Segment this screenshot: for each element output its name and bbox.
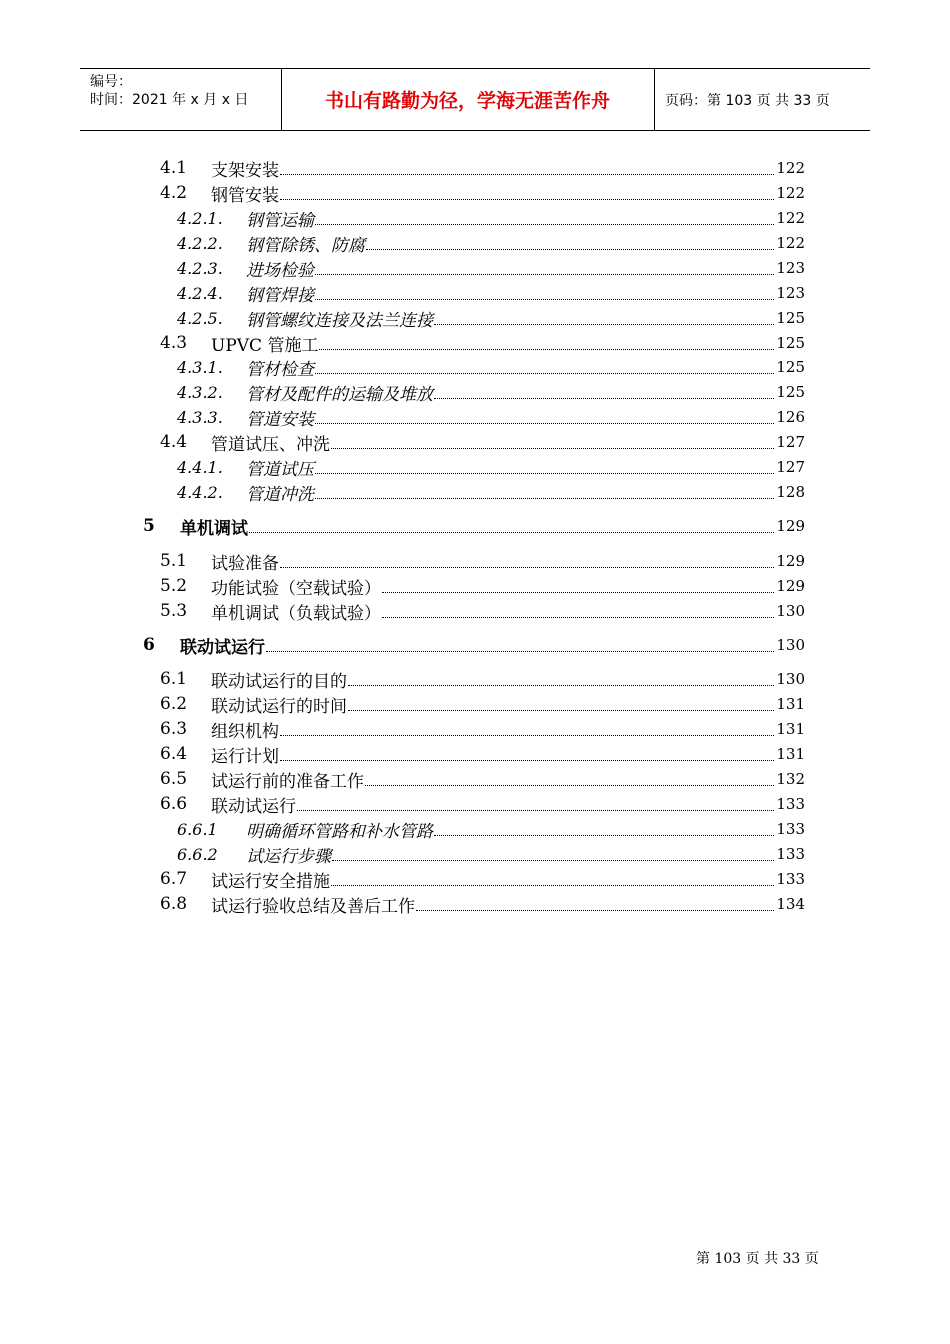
toc-leader-dots: [315, 222, 774, 225]
toc-entry-number: 6.4: [160, 744, 188, 764]
toc-leader-dots: [434, 322, 774, 325]
toc-leader-dots: [382, 590, 774, 593]
toc-entry-page: 123: [776, 259, 805, 277]
toc-leader-dots: [315, 371, 774, 374]
toc-leader-dots: [331, 883, 774, 886]
toc-entry[interactable]: [0, 455, 950, 479]
toc-entry-title: 管材及配件的运输及堆放: [246, 384, 433, 405]
toc-entry[interactable]: [0, 767, 950, 791]
toc-leader-dots: [331, 446, 774, 449]
toc-entry-page: 129: [776, 552, 805, 570]
toc-entry-number: 6.7: [160, 869, 188, 889]
toc-entry-page: 133: [776, 845, 805, 863]
toc-entry-title: 进场检验: [246, 260, 314, 281]
toc-entry-title: 组织机构: [211, 721, 279, 742]
toc-entry-title: 钢管焊接: [246, 285, 314, 306]
toc-entry[interactable]: [0, 742, 950, 766]
toc-leader-dots: [297, 808, 774, 811]
toc-entry-title: 试运行验收总结及善后工作: [211, 896, 415, 917]
toc-leader-dots: [434, 396, 774, 399]
toc-entry-number: 4.3.2.: [177, 382, 223, 402]
toc-entry[interactable]: [0, 231, 950, 255]
toc-entry-page: 133: [776, 795, 805, 813]
toc-entry-number: 4.4.2.: [177, 482, 223, 502]
page-footer: 第 103 页 共 33 页: [696, 1251, 819, 1267]
toc-entry-title: 钢管螺纹连接及法兰连接: [246, 310, 433, 331]
header-info-cell: [80, 69, 282, 130]
toc-entry[interactable]: [0, 281, 950, 305]
toc-entry-page: 125: [776, 383, 805, 401]
toc-entry-title: 钢管安装: [211, 185, 279, 206]
header-motto-cell: [281, 69, 655, 130]
toc-entry-page: 128: [776, 483, 805, 501]
toc-leader-dots: [332, 858, 774, 861]
toc-entry-title: 联动试运行: [211, 796, 296, 817]
toc-entry-number: 6.5: [160, 769, 188, 789]
toc-leader-dots: [280, 565, 774, 568]
toc-entry-number: 4.3.3.: [177, 407, 223, 427]
toc-entry[interactable]: [0, 206, 950, 230]
toc-entry-page: 122: [776, 234, 805, 252]
toc-entry-page: 129: [776, 517, 805, 535]
toc-entry[interactable]: [0, 331, 950, 355]
toc-entry-page: 125: [776, 358, 805, 376]
toc-entry-number: 5.3: [160, 601, 188, 621]
toc-entry[interactable]: [0, 717, 950, 741]
toc-entry[interactable]: [0, 480, 950, 504]
toc-entry-page: 127: [776, 433, 805, 451]
toc-entry-title: 试验准备: [211, 553, 279, 574]
toc-entry-page: 122: [776, 159, 805, 177]
toc-entry-page: 131: [776, 720, 805, 738]
toc-leader-dots: [249, 530, 774, 533]
toc-entry[interactable]: [0, 892, 950, 916]
toc-entry-title: 管道试压、冲洗: [211, 434, 330, 455]
toc-entry-number: 6.6: [160, 794, 188, 814]
toc-entry-page: 123: [776, 284, 805, 302]
toc-entry-page: 134: [776, 895, 805, 913]
toc-entry-number: 4.1: [160, 158, 188, 178]
toc-entry-page: 125: [776, 334, 805, 352]
toc-entry[interactable]: [0, 867, 950, 891]
toc-entry-title: 运行计划: [211, 746, 279, 767]
toc-entry-page: 132: [776, 770, 805, 788]
toc-leader-dots: [266, 649, 774, 652]
toc-entry-number: 4.2.3.: [177, 258, 223, 278]
toc-leader-dots: [280, 758, 774, 761]
toc-entry-number: 4.2.1.: [177, 208, 223, 228]
toc-entry[interactable]: [0, 256, 950, 280]
toc-entry-title: 钢管除锈、防腐: [246, 235, 365, 256]
toc-entry[interactable]: [0, 380, 950, 404]
toc-entry-page: 130: [776, 670, 805, 688]
toc-leader-dots: [434, 833, 774, 836]
toc-entry[interactable]: [0, 692, 950, 716]
toc-entry-page: 127: [776, 458, 805, 476]
toc-entry[interactable]: [0, 792, 950, 816]
toc-entry-page: 130: [776, 602, 805, 620]
toc-entry-title: 管道试压: [246, 459, 314, 480]
toc-entry-title: 明确循环管路和补水管路: [246, 821, 433, 842]
toc-entry-title: 试运行步骤: [246, 846, 331, 867]
toc-entry[interactable]: [0, 842, 950, 866]
toc-leader-dots: [365, 783, 774, 786]
toc-entry[interactable]: [0, 181, 950, 205]
toc-entry-number: 5: [143, 516, 155, 536]
toc-leader-dots: [315, 297, 774, 300]
toc-leader-dots: [280, 197, 774, 200]
toc-entry[interactable]: [0, 430, 950, 454]
toc-entry-number: 5.2: [160, 576, 188, 596]
toc-entry[interactable]: [0, 156, 950, 180]
toc-entry-title: 管道冲洗: [246, 484, 314, 505]
toc-entry-number: 6.6.1: [177, 819, 218, 839]
toc-entry[interactable]: [0, 633, 950, 657]
toc-entry[interactable]: [0, 355, 950, 379]
toc-entry-number: 6: [143, 635, 155, 655]
toc-entry-page: 126: [776, 408, 805, 426]
toc-entry-number: 4.2: [160, 183, 188, 203]
toc-entry-page: 131: [776, 695, 805, 713]
toc-entry[interactable]: [0, 549, 950, 573]
toc-leader-dots: [348, 708, 774, 711]
page-header: [80, 68, 870, 131]
toc-entry-title: 管材检查: [246, 359, 314, 380]
toc-leader-dots: [348, 683, 774, 686]
toc-entry[interactable]: [0, 599, 950, 623]
toc-entry-page: 131: [776, 745, 805, 763]
toc-entry-title: 管道安装: [246, 409, 314, 430]
document-number-label: 编号：: [90, 74, 132, 90]
toc-leader-dots: [382, 615, 774, 618]
toc-entry[interactable]: [0, 574, 950, 598]
toc-entry-number: 6.6.2: [177, 844, 218, 864]
toc-entry-number: 4.3.1.: [177, 357, 223, 377]
toc-entry[interactable]: [0, 405, 950, 429]
toc-entry[interactable]: [0, 306, 950, 330]
toc-entry-title: 联动试运行的时间: [211, 696, 347, 717]
toc-entry-number: 4.2.4.: [177, 283, 223, 303]
toc-leader-dots: [280, 733, 774, 736]
toc-leader-dots: [280, 172, 774, 175]
document-time-label: 时间：2021 年 x 月 x 日: [90, 92, 249, 108]
toc-leader-dots: [315, 421, 774, 424]
toc-entry[interactable]: [0, 514, 950, 538]
toc-leader-dots: [366, 247, 774, 250]
toc-entry-title: 单机调试（负载试验）: [211, 603, 381, 624]
toc-entry-page: 122: [776, 209, 805, 227]
toc-entry-number: 4.4.1.: [177, 457, 223, 477]
toc-entry-title: 联动试运行: [180, 637, 265, 658]
toc-entry-number: 6.1: [160, 669, 188, 689]
toc-entry-number: 4.4: [160, 432, 188, 452]
toc-entry-title: 试运行安全措施: [211, 871, 330, 892]
header-page-info: 页码：第 103 页 共 33 页: [665, 92, 830, 109]
toc-entry-page: 122: [776, 184, 805, 202]
toc-entry-title: 功能试验（空载试验）: [211, 578, 381, 599]
toc-entry-page: 133: [776, 820, 805, 838]
toc-entry-number: 6.3: [160, 719, 188, 739]
toc-entry-number: 4.2.2.: [177, 233, 223, 253]
toc-leader-dots: [315, 272, 774, 275]
toc-entry[interactable]: [0, 817, 950, 841]
toc-entry-page: 133: [776, 870, 805, 888]
toc-leader-dots: [319, 347, 774, 350]
toc-entry-number: 5.1: [160, 551, 188, 571]
toc-entry-number: 6.8: [160, 894, 188, 914]
toc-entry-title: 单机调试: [180, 518, 248, 539]
toc-entry[interactable]: [0, 667, 950, 691]
header-page-cell: [655, 69, 870, 130]
toc-entry-title: 支架安装: [211, 160, 279, 181]
toc-entry-number: 4.2.5.: [177, 308, 223, 328]
toc-entry-title: 联动试运行的目的: [211, 671, 347, 692]
toc-entry-title: 钢管运输: [246, 210, 314, 231]
toc-entry-page: 130: [776, 636, 805, 654]
toc-entry-number: 4.3: [160, 333, 188, 353]
toc-entry-title: 试运行前的准备工作: [211, 771, 364, 792]
toc-leader-dots: [315, 471, 774, 474]
toc-entry-page: 129: [776, 577, 805, 595]
toc-leader-dots: [315, 496, 774, 499]
toc-entry-title: UPVC 管施工: [211, 335, 319, 356]
header-motto: 书山有路勤为径，学海无涯苦作舟: [324, 90, 610, 112]
toc-entry-page: 125: [776, 309, 805, 327]
toc-entry-number: 6.2: [160, 694, 188, 714]
toc-leader-dots: [416, 908, 774, 911]
